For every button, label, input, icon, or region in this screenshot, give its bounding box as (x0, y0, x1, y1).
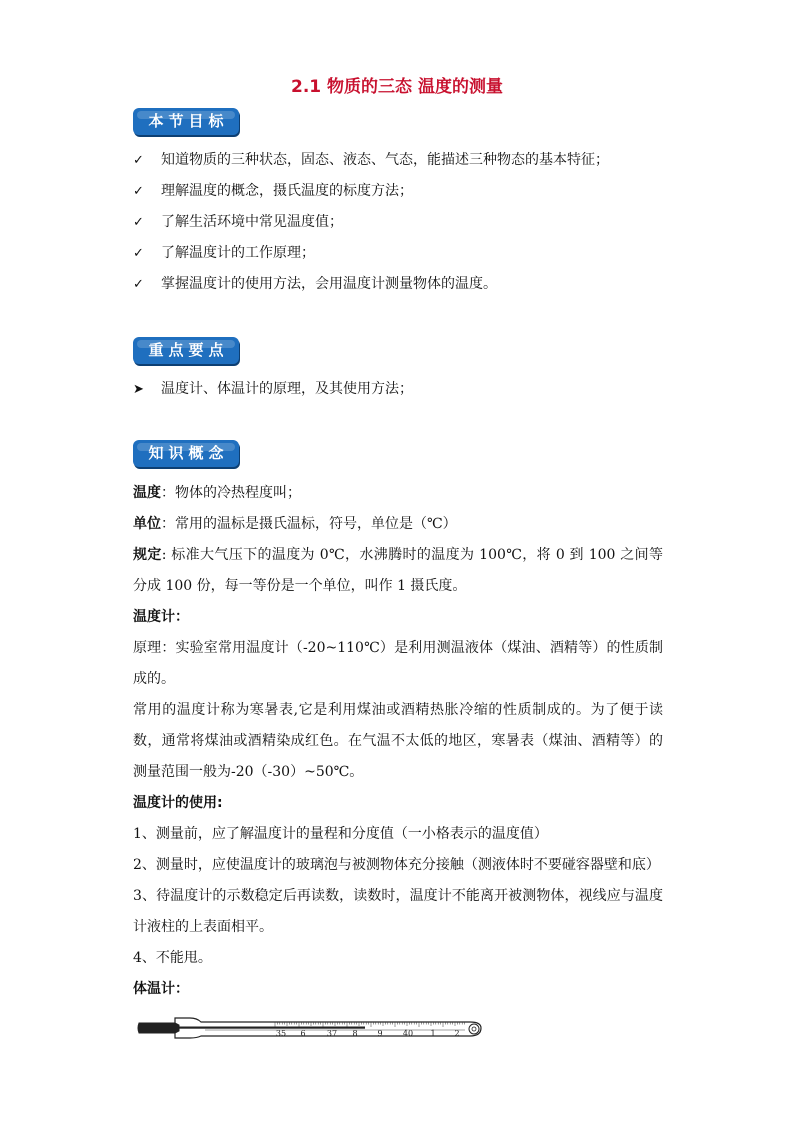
check-icon: ✓ (133, 215, 144, 230)
scale-label: 2 (454, 1029, 460, 1038)
usage-item: 1、测量前，应了解温度计的量程和分度值（一小格表示的温度值） (133, 826, 548, 842)
check-icon: ✓ (133, 153, 144, 168)
thermometer-ticks (275, 1022, 465, 1027)
check-icon: ✓ (133, 246, 144, 261)
goal-item: ✓ 了解生活环境中常见温度值； (133, 207, 609, 238)
key-point-item: ➤ 温度计、体温计的原理，及其使用方法； (133, 374, 413, 405)
goal-item: ✓ 知道物质的三种状态，固态、液态、气态，能描述三种物态的基本特征； (133, 145, 609, 176)
temperature-definition: 温度：物体的冷热程度叫； (133, 485, 301, 501)
arrow-bullet-icon: ➤ (133, 382, 144, 397)
principle-text: 原理：实验室常用温度计（-20~110℃）是利用测温液体（煤油、酒精等）的性质制成的。 (133, 640, 663, 687)
check-icon: ✓ (133, 184, 144, 199)
badge-goals: 本节目标 (133, 108, 239, 135)
unit-definition: 单位：常用的温标是摄氏温标，符号，单位是（℃） (133, 516, 457, 532)
goal-item: ✓ 理解温度的概念，摄氏温度的标度方法； (133, 176, 609, 207)
scale-label: 8 (352, 1029, 358, 1038)
goal-item: ✓ 了解温度计的工作原理； (133, 238, 609, 269)
thermometer-heading: 温度计： (133, 609, 189, 625)
scale-label: 9 (377, 1029, 383, 1038)
clinical-thermometer-illustration (135, 1012, 485, 1042)
concepts-body (133, 478, 663, 1005)
goal-item: ✓ 掌握温度计的使用方法，会用温度计测量物体的温度。 (133, 269, 609, 300)
scale-label: 37 (326, 1029, 338, 1038)
scale-label: 35 (275, 1029, 287, 1038)
badge-key-points: 重点要点 (133, 337, 239, 364)
scale-label: 40 (402, 1029, 414, 1038)
goals-list (133, 145, 609, 300)
clinical-thermometer-heading: 体温计： (133, 981, 189, 997)
badge-concepts: 知识概念 (133, 440, 239, 467)
usage-item: 2、测量时，应使温度计的玻璃泡与被测物体充分接触（测液体时不要碰容器壁和底） (133, 857, 660, 873)
scale-label: 1 (430, 1029, 436, 1038)
page-title: 2.1 物质的三态 温度的测量 (291, 77, 503, 97)
usage-item: 3、待温度计的示数稳定后再读数，读数时，温度计不能离开被测物体，视线应与温度计液柱的上表面相平。 (133, 888, 663, 935)
rule-definition: 规定: 标准大气压下的温度为 0℃，水沸腾时的温度为 100℃，将 0 到 100 之间等分成 100 份，每一等份是一个单位，叫作 1 摄氏度。 (133, 547, 663, 594)
scale-label: 6 (300, 1029, 306, 1038)
thermometer-scale (276, 1029, 460, 1038)
key-points-list (133, 374, 413, 405)
common-thermometer-text: 常用的温度计称为寒暑表,它是利用煤油或酒精热胀冷缩的性质制成的。为了便于读数，通常将煤油或酒精染成红色。在气温不太低的地区，寒暑表（煤油、酒精等）的测量范围一般为-20（-30）~50℃。 (133, 702, 663, 780)
usage-heading: 温度计的使用: (133, 795, 223, 811)
check-icon: ✓ (133, 277, 144, 292)
usage-item: 4、不能甩。 (133, 950, 212, 966)
